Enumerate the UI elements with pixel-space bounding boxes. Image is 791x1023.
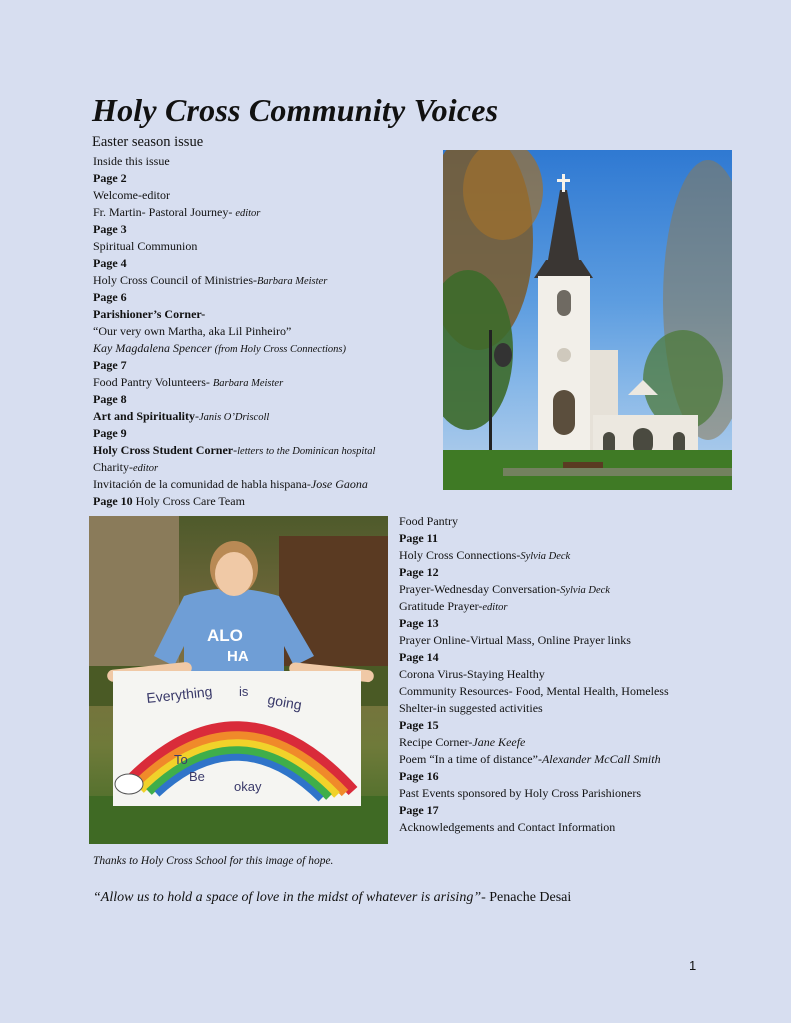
toc-entry-text: Fr. Martin- Pastoral Journey- xyxy=(93,205,236,219)
toc-line xyxy=(93,374,433,391)
table-of-contents-left xyxy=(93,153,433,510)
toc-line xyxy=(93,493,433,510)
sign-text-4: To xyxy=(174,752,188,767)
toc-line xyxy=(399,734,739,751)
toc-author: editor xyxy=(235,208,261,219)
toc-entry-text: Shelter-in suggested activities xyxy=(399,701,543,715)
toc-line xyxy=(93,323,433,340)
toc-entry-text: Gratitude Prayer- xyxy=(399,599,483,613)
toc-entry-text: - xyxy=(233,443,238,457)
toc-entry-text: Charity- xyxy=(93,460,133,474)
toc-line xyxy=(399,819,739,836)
toc-page-heading: Page 8 xyxy=(93,392,127,406)
closing-quote xyxy=(93,890,571,906)
toc-page-heading: Page 10 xyxy=(93,494,133,508)
toc-entry-text: “Our very own Martha, aka Lil Pinheiro” xyxy=(93,324,292,338)
toc-author: Jose Gaona xyxy=(310,477,368,491)
toc-line xyxy=(93,170,433,187)
toc-line xyxy=(93,187,433,204)
toc-author: Sylvia Deck xyxy=(520,551,571,562)
toc-entry-text: Poem “In a time of distance”- xyxy=(399,752,542,766)
toc-entry-text: Inside this issue xyxy=(93,154,170,168)
quote-text: “Allow us to hold a space of love in the midst of whatever is arising” xyxy=(93,890,482,905)
toc-line xyxy=(399,768,739,785)
newsletter-title: Holy Cross Community Voices xyxy=(92,92,499,128)
toc-line xyxy=(93,238,433,255)
toc-author: Barbara Meister xyxy=(257,276,328,287)
toc-author: letters to the Dominican hospital xyxy=(237,446,376,457)
toc-line xyxy=(399,649,739,666)
toc-page-heading: Parishioner’s Corner- xyxy=(93,307,206,321)
toc-entry-text: Food Pantry Volunteers- xyxy=(93,375,213,389)
toc-entry-text: Welcome-editor xyxy=(93,188,170,202)
toc-line xyxy=(399,513,739,530)
church-photo xyxy=(443,150,732,490)
issue-subtitle: Easter season issue xyxy=(92,134,204,150)
toc-line xyxy=(93,289,433,306)
photo-caption: Thanks to Holy Cross School for this image of hope. xyxy=(93,855,334,867)
toc-page-heading: Page 14 xyxy=(399,650,439,664)
toc-page-heading: Page 6 xyxy=(93,290,127,304)
toc-entry-text: Corona Virus-Staying Healthy xyxy=(399,667,545,681)
toc-author: editor xyxy=(133,463,159,474)
toc-author: Jane Keefe xyxy=(472,735,526,749)
toc-page-heading: Page 11 xyxy=(399,531,438,545)
sign-text-6: okay xyxy=(234,779,262,794)
sign-text-2: is xyxy=(239,684,249,699)
toc-line xyxy=(93,391,433,408)
toc-line xyxy=(93,306,433,323)
church-illustration xyxy=(443,150,732,490)
toc-entry-text: Acknowledgements and Contact Information xyxy=(399,820,616,834)
toc-line xyxy=(93,272,433,289)
toc-line xyxy=(399,751,739,768)
toc-line xyxy=(399,530,739,547)
toc-line xyxy=(93,255,433,272)
toc-entry-text: Holy Cross Connections- xyxy=(399,548,521,562)
toc-line xyxy=(93,204,433,221)
toc-line xyxy=(93,442,433,459)
sign-text-3: going xyxy=(266,691,304,713)
sign-text-1: Everything xyxy=(145,683,214,706)
toc-line xyxy=(93,476,433,493)
toc-author: Alexander McCall Smith xyxy=(541,752,661,766)
toc-entry-text: Holy Cross Council of Ministries- xyxy=(93,273,257,287)
toc-page-heading: Page 12 xyxy=(399,565,439,579)
toc-entry-text: - xyxy=(195,409,200,423)
toc-line xyxy=(399,564,739,581)
toc-line xyxy=(399,632,739,649)
toc-page-heading: Page 13 xyxy=(399,616,439,630)
quote-author: - Penache Desai xyxy=(481,890,572,905)
toc-author: Barbara Meister xyxy=(212,378,284,389)
toc-line xyxy=(399,598,739,615)
toc-line xyxy=(399,683,739,700)
toc-line xyxy=(399,666,739,683)
toc-entry-text: Community Resources- Food, Mental Health, Homeless xyxy=(399,684,669,698)
toc-author: (from Holy Cross Connections) xyxy=(214,344,346,355)
toc-line xyxy=(93,459,433,476)
toc-entry-text: Prayer-Wednesday Conversation- xyxy=(399,582,561,596)
toc-entry-text: Spiritual Communion xyxy=(93,239,198,253)
toc-line xyxy=(93,357,433,374)
shirt-text-1: ALO xyxy=(207,626,243,645)
toc-author: editor xyxy=(482,602,508,613)
toc-line xyxy=(399,547,739,564)
toc-page-heading: Page 4 xyxy=(93,256,127,270)
toc-entry-text: Invitación de la comunidad de habla hispana- xyxy=(93,477,311,491)
toc-line xyxy=(93,425,433,442)
toc-entry-text: Prayer Online-Virtual Mass, Online Prayer links xyxy=(399,633,631,647)
table-of-contents-right xyxy=(399,513,739,836)
toc-page-heading: Page 15 xyxy=(399,718,439,732)
toc-author: Sylvia Deck xyxy=(560,585,610,596)
toc-page-heading: Page 9 xyxy=(93,426,127,440)
shirt-text-2: HA xyxy=(227,648,249,665)
toc-entry-text: Holy Cross Care Team xyxy=(132,494,245,508)
toc-line xyxy=(399,785,739,802)
toc-author: Kay Magdalena Spencer xyxy=(93,341,215,355)
toc-page-heading: Art and Spirituality xyxy=(93,409,196,423)
toc-author: Janis O’Driscoll xyxy=(199,412,270,423)
toc-entry-text: Recipe Corner- xyxy=(399,735,473,749)
toc-line xyxy=(399,802,739,819)
toc-page-heading: Page 7 xyxy=(93,358,127,372)
toc-page-heading: Page 16 xyxy=(399,769,439,783)
toc-line xyxy=(93,408,433,425)
toc-page-heading: Holy Cross Student Corner xyxy=(93,443,234,457)
toc-page-heading: Page 17 xyxy=(399,803,439,817)
toc-line xyxy=(93,153,433,170)
student-illustration xyxy=(89,516,388,844)
toc-entry-text: Past Events sponsored by Holy Cross Parishioners xyxy=(399,786,641,800)
toc-page-heading: Page 2 xyxy=(93,171,127,185)
toc-line xyxy=(93,340,433,357)
student-photo xyxy=(89,516,388,844)
toc-line xyxy=(399,615,739,632)
toc-line xyxy=(399,700,739,717)
toc-page-heading: Page 3 xyxy=(93,222,127,236)
toc-line xyxy=(399,717,739,734)
toc-line xyxy=(93,221,433,238)
toc-entry-text: Food Pantry xyxy=(399,514,459,528)
sign-text-5: Be xyxy=(189,769,205,784)
page-number: 1 xyxy=(689,958,697,973)
toc-line xyxy=(399,581,739,598)
